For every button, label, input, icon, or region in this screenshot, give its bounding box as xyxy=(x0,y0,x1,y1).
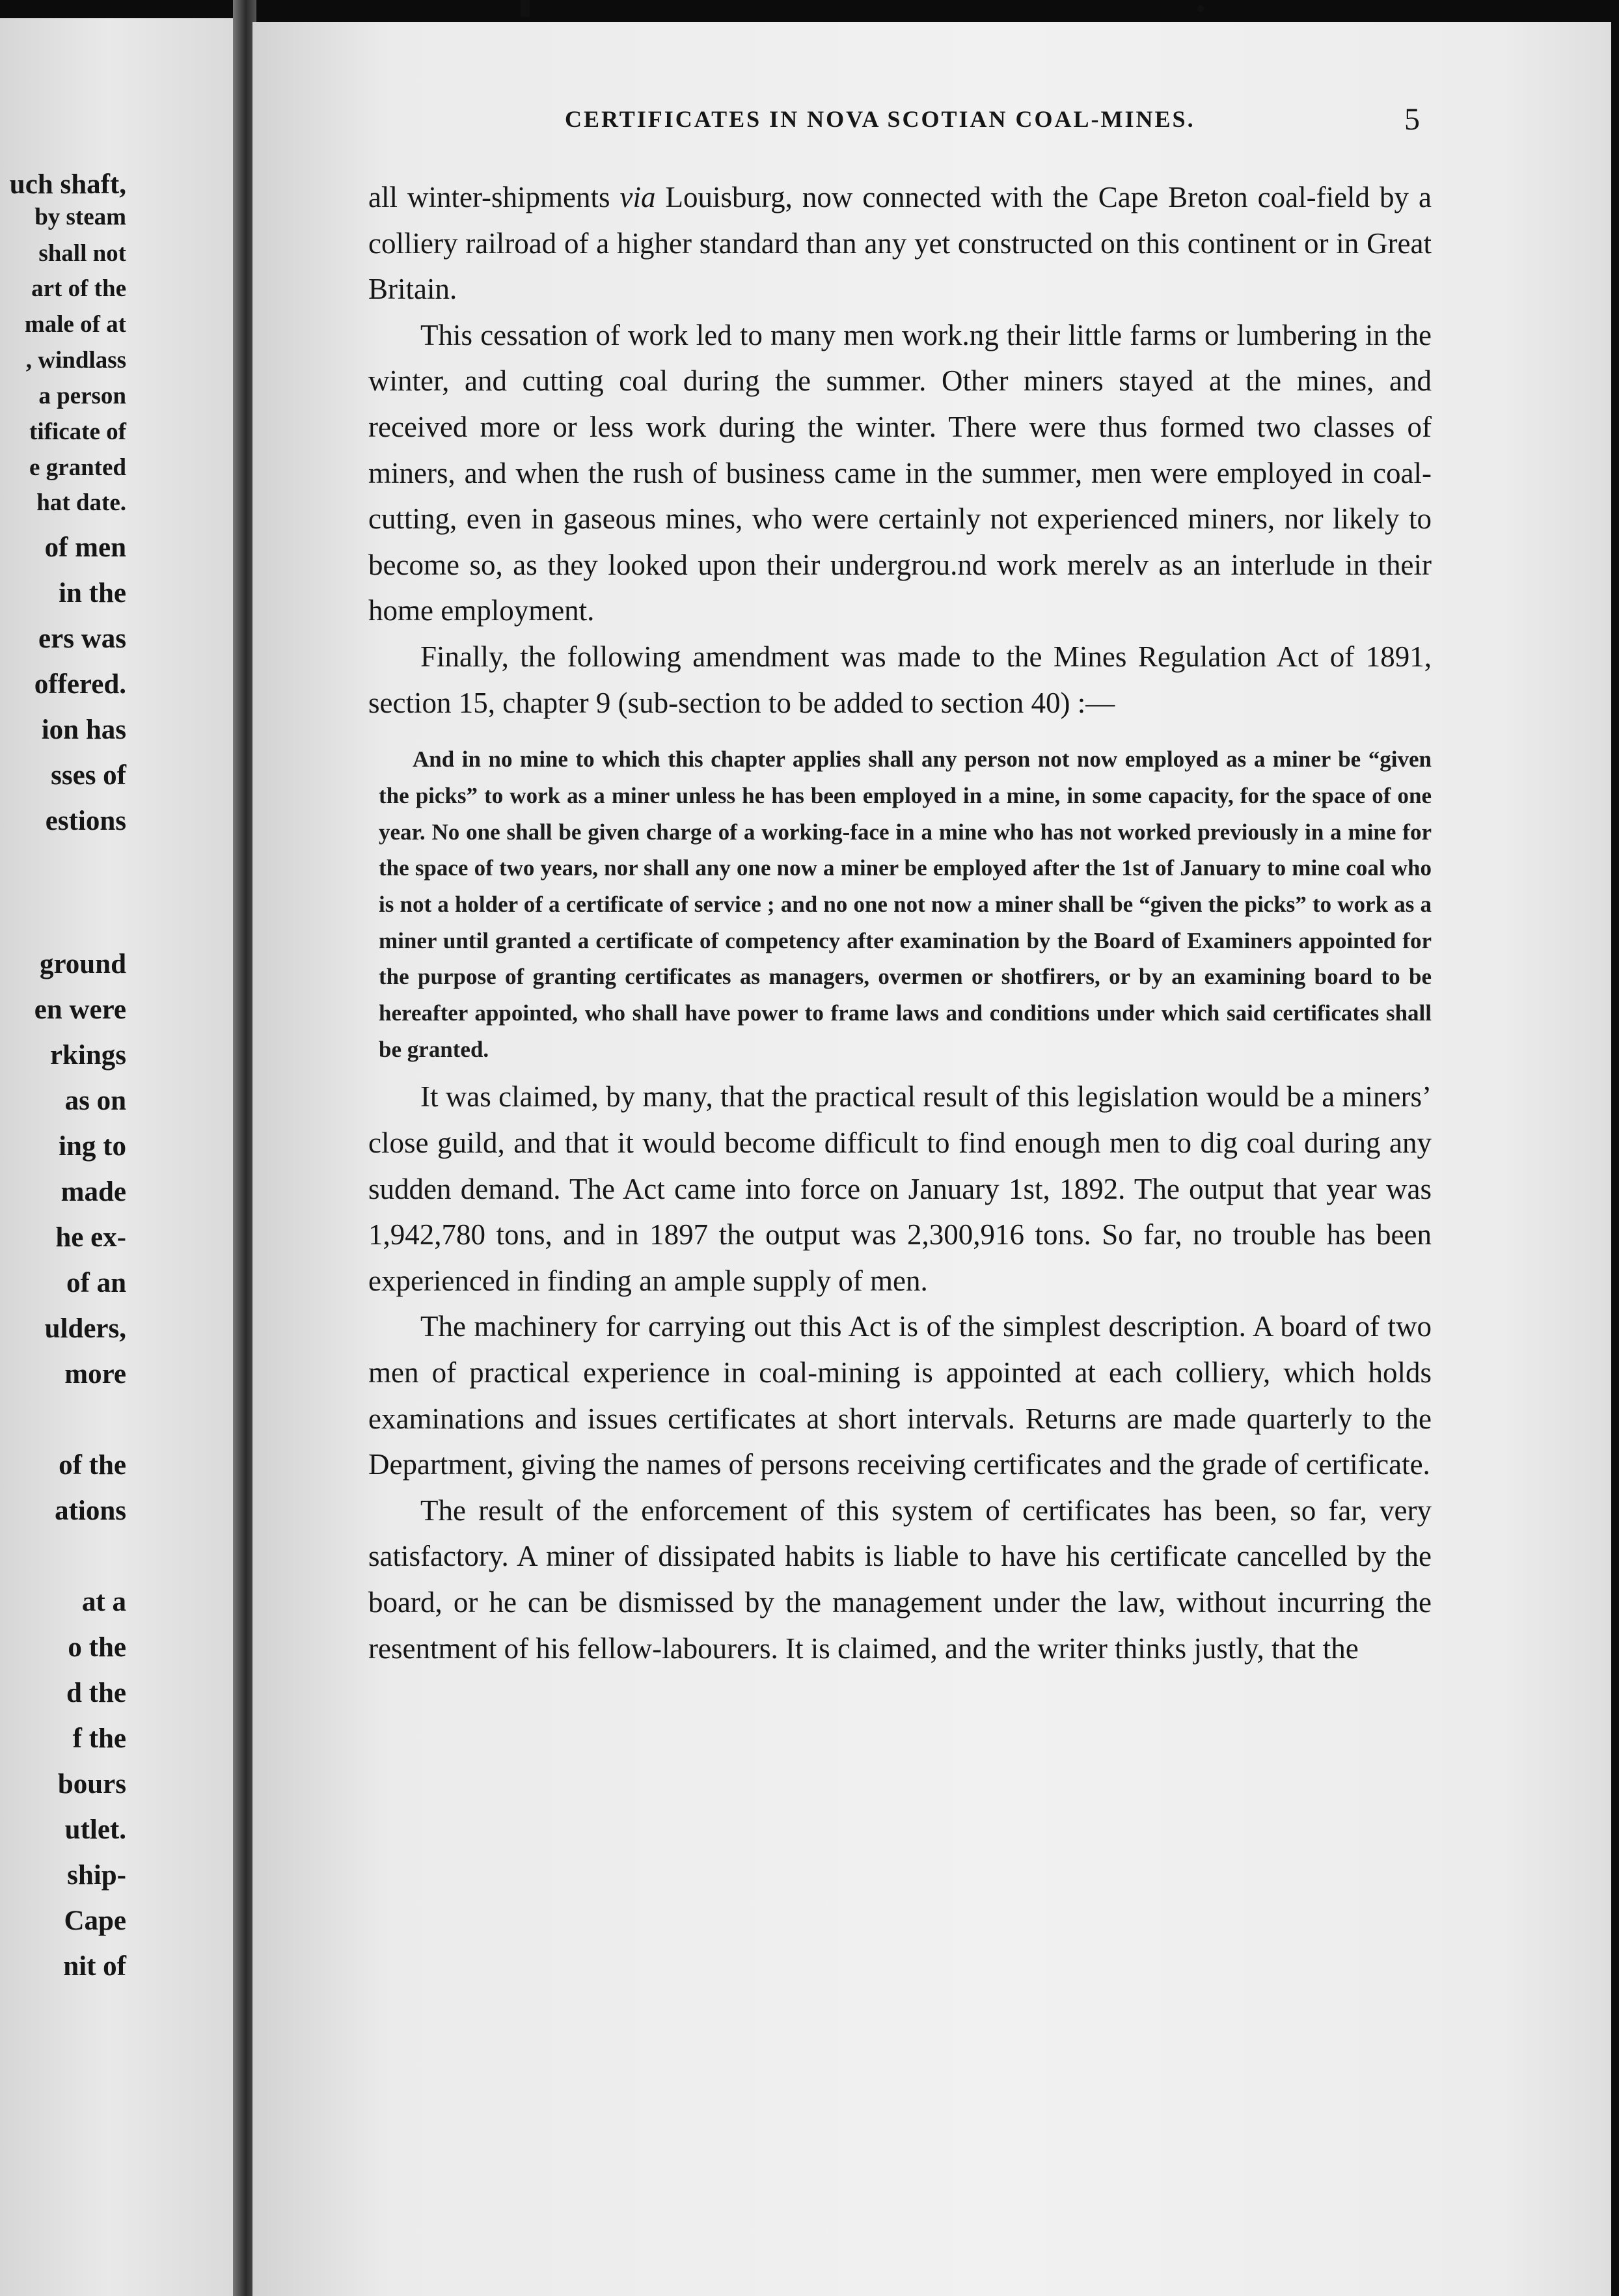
facing-page-fragment: en were xyxy=(34,994,126,1025)
italic-via: via xyxy=(619,181,656,213)
paragraph: The result of the enforcement of this system of certificates has been, so far, very satisfactory. A miner of dissipated habits is liable to have his certificate cancelled by the board, or he can be dismissed by the management under the law, without incurring the resentment of his fellow-labourers. It is claimed, and the writer thinks justly, that the xyxy=(368,1494,1432,1665)
facing-page-fragment: ations xyxy=(55,1496,126,1526)
text-run: Louisburg, now connected with the Cape Breton coal-field by a colliery railroad of a higher standard than any yet constructed on this continent or in Great Britain. xyxy=(368,181,1432,306)
facing-page-fragment: of the xyxy=(59,1450,126,1481)
facing-page-fragment: sses of xyxy=(51,760,126,791)
facing-page-fragment: shall not xyxy=(38,240,126,267)
facing-page-fragment: in the xyxy=(59,578,126,608)
paragraph: This cessation of work led to many men work.ng their little farms or lumbering in the winter, and cutting coal during the summer. Other miners stayed at the mines, and received more or less work during the winter. There were thus formed two classes of miners, and when the rush of business came in the summer, men were employed in coal-cutting, even in gaseous mines, who were certainly not experienced miners, nor likely to become so, as they looked upon their undergrou.nd work merelv as an interlude in their home employment. xyxy=(368,318,1432,627)
paragraph: Finally, the following amendment was made to the Mines Regulation Act of 1891, section 15, chapter 9 (sub-section to be added to section 40) :— xyxy=(368,640,1432,719)
facing-page-fragment: , windlass xyxy=(25,347,126,374)
facing-page-fragment: of an xyxy=(66,1268,126,1298)
facing-page-fragment: art of the xyxy=(31,275,126,302)
text-run: all winter-shipments xyxy=(368,181,620,213)
facing-page-fragment: nit of xyxy=(63,1951,126,1982)
facing-page-fragment: e granted xyxy=(29,454,126,481)
facing-page-fragment: f the xyxy=(72,1723,126,1754)
facing-page-fragment: male of at xyxy=(24,311,126,338)
facing-page-fragment: a person xyxy=(38,383,126,409)
quoted-amendment: And in no mine to which this chapter applies shall any person not now employed as a miner be “given the picks” to work as a miner unless he has been employed in a mine, in some capacity, for the space of one year. No one shall be given charge of a working-face in a mine who has not worked previously in a mine for the space of two years, nor shall any one now a miner be employed after the 1st of January to mine coal who is not a holder of a certificate of service ; and no one not now a miner shall be “given the picks” to work as a miner until granted a certificate of competency after examination by the Board of Examiners appointed for the purpose of granting certificates as managers, overmen or shotfirers, or by an examining board to be hereafter appointed, who shall have power to frame laws and conditions under which said certificates shall be granted. xyxy=(379,746,1432,1062)
facing-page-fragment: estions xyxy=(45,806,126,836)
facing-page-fragment: ship- xyxy=(67,1860,126,1891)
page-body xyxy=(368,174,1432,1671)
paragraph: The machinery for carrying out this Act is of the simplest description. A board of two men of practical experience in coal-mining is appointed at each colliery, which holds examinations and issues certificates at short intervals. Returns are made quarterly to the Department, giving the names of persons receiving certificates and the grade of certificate. xyxy=(368,1310,1432,1481)
paragraph-continued xyxy=(368,174,1432,312)
scan-artifact xyxy=(521,0,530,17)
facing-page-fragment: tificate of xyxy=(29,418,126,445)
facing-page-fragment: he ex- xyxy=(55,1222,126,1253)
book-page xyxy=(252,22,1611,2296)
facing-page-fragment: Cape xyxy=(64,1906,126,1936)
facing-page-fragment: as on xyxy=(64,1086,126,1116)
facing-page-fragment: ing to xyxy=(59,1131,126,1162)
facing-page-fragment: bours xyxy=(57,1769,126,1799)
facing-page-fragment: ion has xyxy=(41,715,126,745)
page-number: 5 xyxy=(1404,102,1420,137)
facing-page-fragment: more xyxy=(64,1359,126,1389)
facing-page-fragment: d the xyxy=(66,1678,126,1708)
facing-page-fragment: at a xyxy=(81,1587,126,1617)
facing-page-fragment: utlet. xyxy=(64,1814,126,1845)
facing-page-fragment: ers was xyxy=(38,623,126,654)
facing-page-fragment: ground xyxy=(39,949,126,979)
facing-page-fragment: rkings xyxy=(49,1040,126,1071)
facing-page-fragment: offered. xyxy=(34,669,126,700)
facing-page-fragment: uch shaft, xyxy=(9,169,126,200)
facing-page-fragment: by steam xyxy=(34,204,126,230)
running-head: CERTIFICATES IN NOVA SCOTIAN COAL-MINES. xyxy=(565,106,1195,132)
facing-page-fragment: made xyxy=(61,1177,126,1207)
facing-page-edge xyxy=(0,18,242,2296)
facing-page-fragment: hat date. xyxy=(36,489,126,516)
scan-artifact xyxy=(1197,5,1204,12)
facing-page-fragment: o the xyxy=(68,1632,126,1663)
facing-page-fragment: ulders, xyxy=(44,1313,126,1344)
page-header xyxy=(252,102,1611,144)
facing-page-fragment: of men xyxy=(44,532,126,563)
paragraph: It was claimed, by many, that the practical result of this legislation would be a miners’ close guild, and that it would become difficult to find enough men to dig coal during any sudden demand. The Act came into force on January 1st, 1892. The output that year was 1,942,780 tons, and in 1897 the output was 2,300,916 tons. So far, no trouble has been experienced in finding an ample supply of men. xyxy=(368,1080,1432,1297)
